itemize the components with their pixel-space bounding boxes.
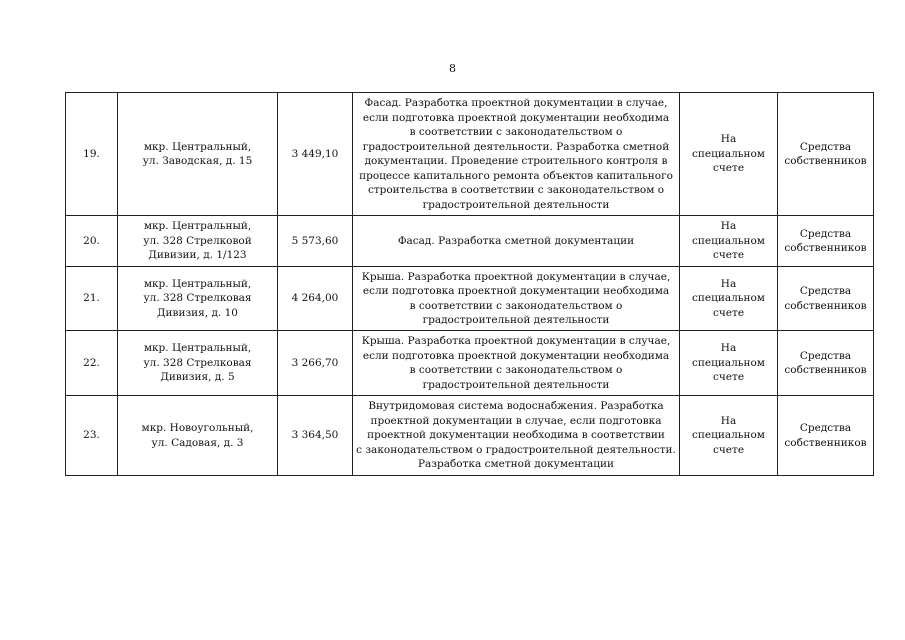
area-cell: 4 264,00 [278,267,353,331]
address-cell: мкр. Центральный, ул. Заводская, д. 15 [142,140,253,167]
work-description-cell: Фасад. Разработка проектной документации в случае, если подготовка проектной документации необходима в соответствии с законодательством о градостроительной деятельности. Разработка сметной документации. Проведение строительного контроля в процессе капитального ремонта объектов капитального строительства в соответствии с законодательством о градостроительной деятельности [359,97,673,211]
row-number: 20. [66,216,118,267]
row-number: 19. [66,93,118,216]
row-number: 22. [66,331,118,396]
address-cell: мкр. Центральный, ул. 328 Стрелковая Дивизия, д. 5 [143,342,252,384]
area-cell: 5 573,60 [278,216,353,267]
account-cell: На специальном счете [692,133,765,175]
account-cell: На специальном счете [692,414,765,456]
funding-source-cell: Средства собственников [784,422,867,449]
funding-source-cell: Средства собственников [784,285,867,312]
table-row [66,267,874,331]
table-row [66,331,874,396]
area-cell: 3 364,50 [278,396,353,476]
account-cell: На специальном счете [692,342,765,384]
work-description-cell: Крыша. Разработка проектной документации в случае, если подготовка проектной документации необходима в соответствии с законодательством о градостроительной деятельности [361,270,671,326]
area-cell: 3 266,70 [278,331,353,396]
page-number: 8 [449,62,456,75]
address-cell: мкр. Центральный, ул. 328 Стрелковой Дивизии, д. 1/123 [143,220,252,262]
funding-source-cell: Средства собственников [784,349,867,376]
row-number: 23. [66,396,118,476]
address-cell: мкр. Новоугольный, ул. Садовая, д. 3 [141,422,254,449]
area-cell: 3 449,10 [278,93,353,216]
table-row [66,396,874,476]
row-number: 21. [66,267,118,331]
repair-table [65,92,874,476]
table-row [66,216,874,267]
funding-source-cell: Средства собственников [784,140,867,167]
account-cell: На специальном счете [692,277,765,319]
account-cell: На специальном счете [692,220,765,262]
work-description-cell: Внутридомовая система водоснабжения. Разработка проектной документации в случае, если подготовка проектной документации необходима в соответствии с законодательством о градостроительной деятельности. Разработка сметной документации [356,400,676,471]
address-cell: мкр. Центральный, ул. 328 Стрелковая Дивизия, д. 10 [143,277,252,319]
table-row [66,93,874,216]
work-description-cell: Фасад. Разработка сметной документации [397,234,635,247]
work-description-cell: Крыша. Разработка проектной документации в случае, если подготовка проектной документации необходима в соответствии с законодательством о градостроительной деятельности [361,335,671,391]
funding-source-cell: Средства собственников [784,227,867,254]
